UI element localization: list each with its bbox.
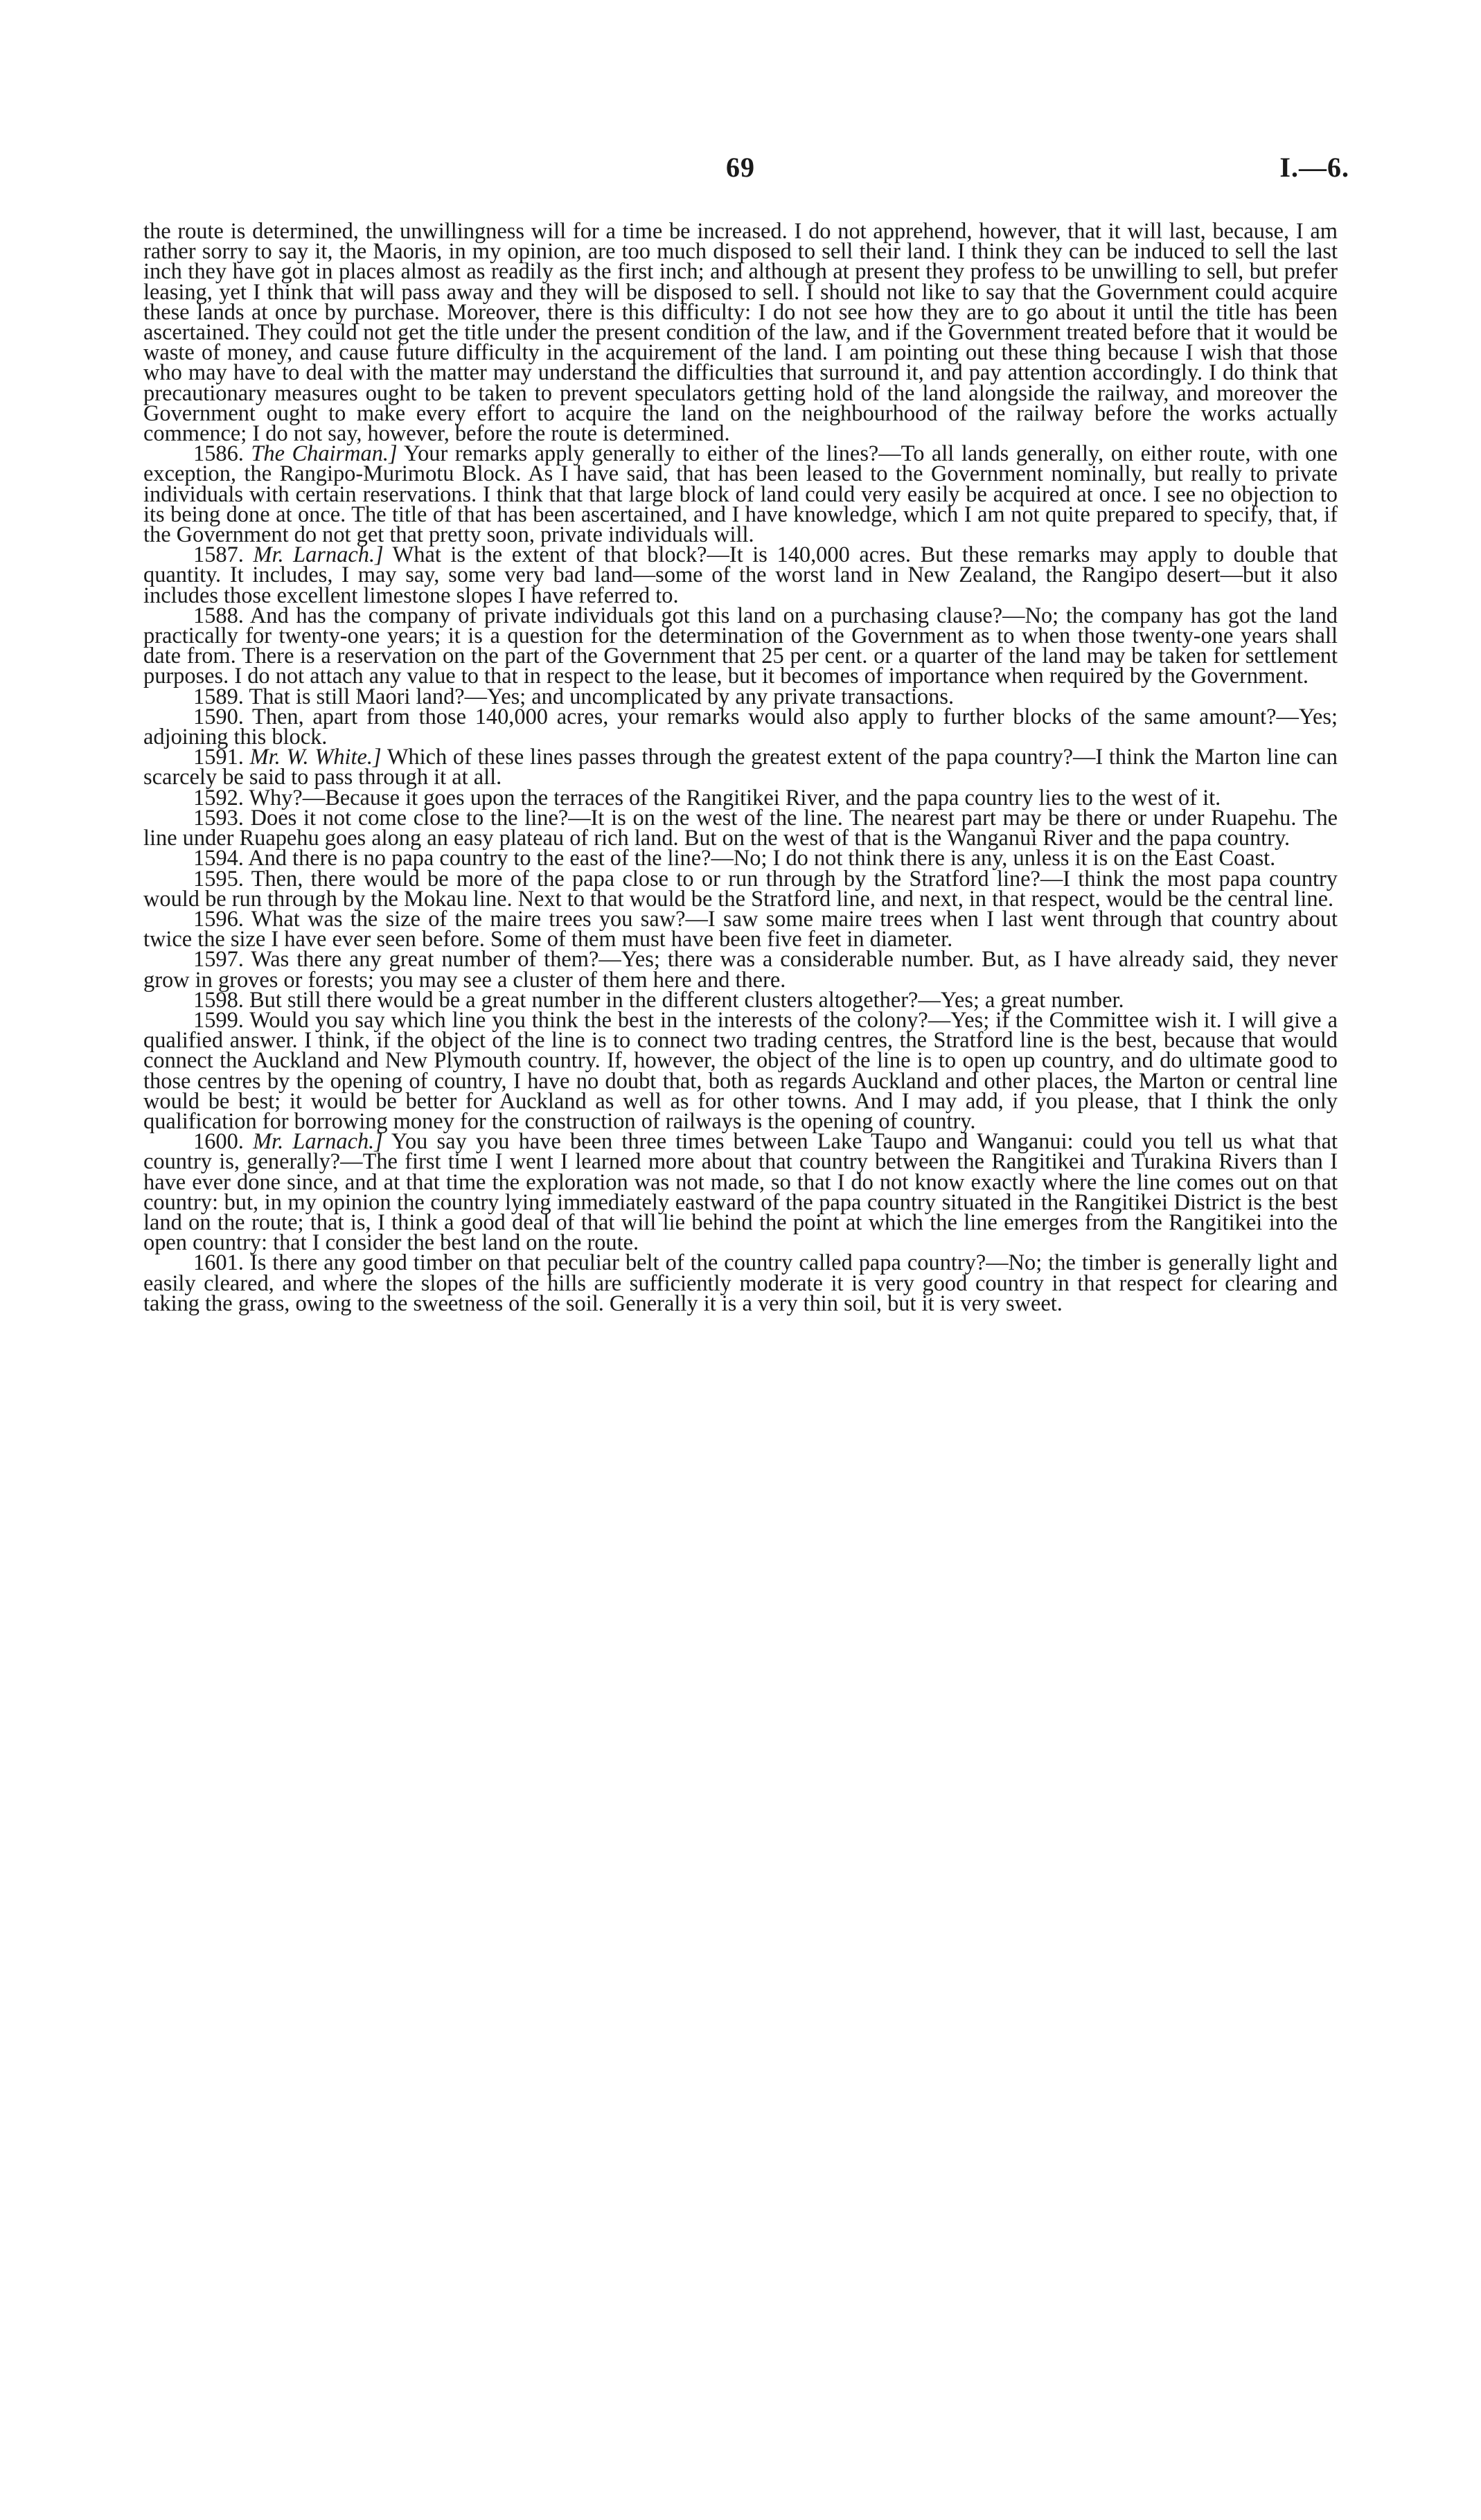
speaker-label: Mr. W. White.] xyxy=(249,745,382,770)
paragraph-1599 xyxy=(143,1007,1338,1134)
paragraph-text: And there is no papa country to the east of the line?—No; I do not think there is any, unless it is on the East Coast. xyxy=(248,846,1276,871)
paragraph-1590 xyxy=(143,704,1338,750)
speaker-label: Mr. Larnach.] xyxy=(253,542,384,568)
paragraph-1586 xyxy=(143,441,1338,548)
paragraph-1593 xyxy=(143,805,1338,851)
question-number: 1598. xyxy=(193,987,244,1013)
question-number: 1593. xyxy=(193,805,244,831)
paragraph-1601 xyxy=(143,1250,1338,1316)
question-number: 1597. xyxy=(193,947,244,973)
question-number: 1586. xyxy=(193,441,244,467)
speaker-label: Mr. Larnach.] xyxy=(253,1129,383,1155)
paragraph-text: Which of these lines passes through the greatest extent of the papa country?—I think the Marton line can scarcely be said to pass through it at all. xyxy=(143,745,1338,790)
paragraph-1591 xyxy=(143,747,1338,788)
paragraph-text: Would you say which line you think the best in the interests of the colony?—Yes; if the Committee wish it. I will give a qualified answer. I think, if the object of the line is to connect two trading centres, the Stratford line is the best, because that would connect the Auckland and New Plymouth country. If, however, the object of the line is to open up country, and do ultimate good to those centres by the opening of country, I have no doubt that, both as regards Auckland and other places, the Marton or central line would be best; it would be better for Auckland as well as for other towns. And I may add, if you please, that I think the only qualification for borrowing money for the construction of railways is the opening of country. xyxy=(143,1007,1338,1134)
paragraph-text: What is the extent of that block?—It is 140,000 acres. But these remarks may apply to double that quantity. It includes, I may say, some very bad land—some of the worst land in New Zealand, the Rangipo desert—but it also includes those excellent limestone slopes I have referred to. xyxy=(143,542,1338,608)
paragraph-1597 xyxy=(143,947,1338,993)
paragraph-text: And has the company of private individuals got this land on a purchasing clause?—No; the company has got the land practically for twenty-one years; it is a question for the determination of the Government as to when those twenty-one years shall date from. There is a reservation on the part of the Government that 25 per cent. or a quarter of the land may be taken for settlement purposes. I do not attach any value to that in respect to the lease, but it becomes of importance when required by the Government. xyxy=(143,603,1338,689)
speaker-label: The Chairman.] xyxy=(251,441,398,467)
paragraph-text: Was there any great number of them?—Yes; there was a considerable number. But, as I have already said, they never grow in groves or forests; you may see a cluster of them here and there. xyxy=(143,947,1338,993)
question-number: 1601. xyxy=(193,1250,244,1276)
question-number: 1594. xyxy=(193,846,244,871)
paragraph-1595 xyxy=(143,866,1338,912)
paragraph-1600 xyxy=(143,1129,1338,1256)
question-number: 1595. xyxy=(193,866,244,891)
paragraph-text: What was the size of the maire trees you saw?—I saw some maire trees when I last went through that country about twice the size I have ever seen before. Some of them must have been five feet in diameter. xyxy=(143,906,1338,952)
body-text xyxy=(143,219,1338,1316)
question-number: 1589. xyxy=(193,684,244,709)
document-reference: I.—6. xyxy=(1279,152,1349,183)
question-number: 1600. xyxy=(193,1129,244,1155)
page-header xyxy=(0,151,1481,193)
paragraph-text: Your remarks apply generally to either of the lines?—To all lands generally, on either route, with one exception, the Rangipo-Murimotu Block. As I have said, that has been leased to the Government nominally, but really to private individuals with certain reservations. I think that that large block of land could very easily be acquired at once. I see no objection to its being done at once. The title of that has been ascertained, and I have knowledge, which I am not quite prepared to specify, that, if the Government do not get that pretty soon, private individuals will. xyxy=(143,441,1338,548)
paragraph-text: Why?—Because it goes upon the terraces of the Rangitikei River, and the papa country lies to the west of it. xyxy=(249,785,1221,810)
paragraph-continuation xyxy=(143,219,1338,447)
paragraph-text: Then, apart from those 140,000 acres, your remarks would also apply to further blocks of the same amount?—Yes; adjoining this block. xyxy=(143,704,1338,750)
question-number: 1596. xyxy=(193,906,244,932)
paragraph-text: Then, there would be more of the papa close to or run through by the Stratford line?—I think the most papa country would be run through by the Mokau line. Next to that would be the Stratford line, and next, in that respect, would be the central line. xyxy=(143,866,1338,912)
paragraph-text: But still there would be a great number in the different clusters altogether?—Yes; a great number. xyxy=(249,987,1124,1013)
paragraph-1587 xyxy=(143,542,1338,608)
paragraph-text: Is there any good timber on that peculiar belt of the country called papa country?—No; the timber is generally light and easily cleared, and where the slopes of the hills are sufficiently moderate it is very good country in that respect for clearing and taking the grass, owing to the sweetness of the soil. Generally it is a very thin soil, but it is very sweet. xyxy=(143,1250,1338,1316)
question-number: 1590. xyxy=(193,704,244,729)
paragraph-text: You say you have been three times between Lake Taupo and Wanganui: could you tell us what that country is, generally?—The first time I went I learned more about that country between the Rangitikei and Turakina Rivers than I have ever done since, and at that time the exploration was not made, so that I do not know exactly where the line comes out on that country: but, in my opinion the country lying immediately eastward of the papa country situated in the Rangitikei District is the best land on the route; that is, I think a good deal of that will lie behind the point at which the line emerges from the Rangitikei into the open country: that I consider the best land on the route. xyxy=(143,1129,1338,1256)
paragraph-1596 xyxy=(143,906,1338,952)
paragraph-text: That is still Maori land?—Yes; and uncomplicated by any private transactions. xyxy=(249,684,955,709)
paragraph-text: the route is determined, the unwillingness will for a time be increased. I do not apprehend, however, that it will last, because, I am rather sorry to say it, the Maoris, in my opinion, are too much disposed to sell their land. I think they can be induced to sell the last inch they have got in places almost as readily as the first inch; and although at present they profess to be unwilling to sell, but prefer leasing, yet I think that will pass away and they will be disposed to sell. I should not like to say that the Government could acquire these lands at once by purchase. Moreover, there is this difficulty: I do not see how they are to go about it until the title has been ascertained. They could not get the title under the present condition of the law, and if the Government treated before that it would be waste of money, and cause future difficulty in the acquirement of the land. I am pointing out these thing because I wish that those who may have to deal with the matter may understand the difficulties that surround it, and pay attention accordingly. I do think that precautionary measures ought to be taken to prevent speculators getting hold of the land alongside the railway, and moreover the Government ought to make every effort to acquire the land on the neighbourhood of the railway before the works actually commence; I do not say, however, before the route is determined. xyxy=(143,219,1338,447)
question-number: 1599. xyxy=(193,1007,244,1033)
question-number: 1592. xyxy=(193,785,244,810)
question-number: 1591. xyxy=(193,745,244,770)
paragraph-text: Does it not come close to the line?—It is on the west of the line. The nearest part may be there or under Ruapehu. The line under Ruapehu goes along an easy plateau of rich land. But on the west of that is the Wanganui River and the papa country. xyxy=(143,805,1338,851)
page-number: 69 xyxy=(726,152,755,183)
question-number: 1588. xyxy=(193,603,244,628)
question-number: 1587. xyxy=(193,542,244,568)
paragraph-1588 xyxy=(143,603,1338,689)
